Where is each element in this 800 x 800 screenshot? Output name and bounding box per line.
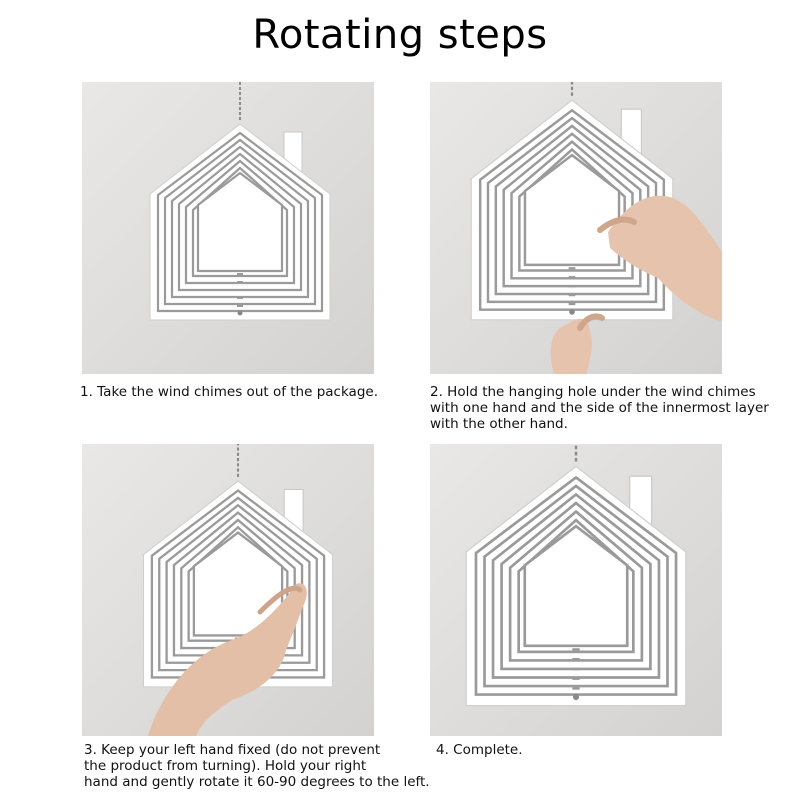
step-1-caption (80, 384, 378, 400)
caption-line: 4. Complete. (436, 742, 523, 758)
house-wind-spinner-icon (430, 82, 722, 374)
caption-line: 2. Hold the hanging hole under the wind chimes (430, 384, 756, 400)
step-2-caption (430, 384, 769, 432)
step-3-photo (82, 444, 374, 736)
step-2-photo (430, 82, 722, 374)
step-4-caption (436, 742, 523, 758)
caption-line: with the other hand. (430, 416, 568, 432)
step-1-photo (82, 82, 374, 374)
house-wind-spinner-icon (430, 444, 722, 736)
page-title: Rotating steps (252, 12, 548, 58)
caption-line: 1. Take the wind chimes out of the package. (80, 384, 378, 400)
caption-line: 3. Keep your left hand fixed (do not prevent (84, 742, 381, 758)
step-3-caption (84, 742, 430, 790)
house-wind-spinner-icon (82, 82, 374, 374)
caption-line: with one hand and the side of the innermost layer (430, 400, 769, 416)
house-wind-spinner-icon (82, 444, 374, 736)
caption-line: the product from turning). Hold your right (84, 758, 367, 774)
left-hand-icon (551, 316, 602, 374)
caption-line: hand and gently rotate it 60-90 degrees to the left. (84, 774, 430, 790)
step-4-photo (430, 444, 722, 736)
